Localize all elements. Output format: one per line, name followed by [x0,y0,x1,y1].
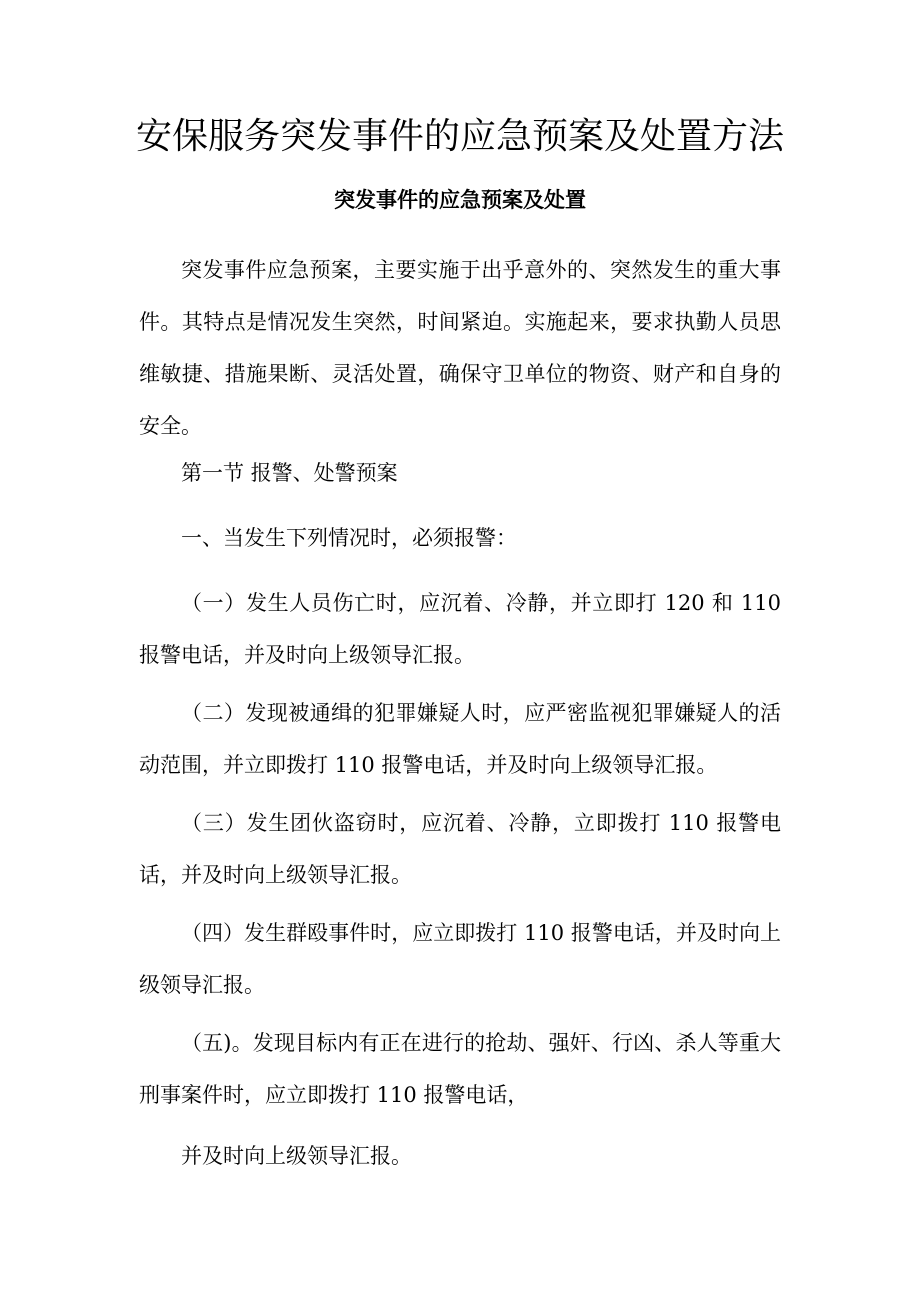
section-heading: 第一节 报警、处警预案 [181,461,398,485]
item-heading: 一、当发生下列情况时，必须报警： [181,526,517,550]
list-item: （五)。发现目标内有正在进行的抢劫、强奸、行凶、杀人等重大刑事案件时，应立即拨打 110 报警电话， [139,1031,781,1107]
list-item-continuation: 并及时向上级领导汇报。 [181,1144,412,1168]
list-item: （四）发生群殴事件时，应立即拨打 110 报警电话，并及时向上级领导汇报。 [139,921,781,997]
document-title: 安保服务突发事件的应急预案及处置方法 [135,116,784,157]
list-item: （三）发生团伙盗窃时，应沉着、冷静，立即拨打 110 报警电话，并及时向上级领导汇报。 [139,811,781,887]
document-subtitle: 突发事件的应急预案及处置 [334,187,586,212]
intro-paragraph: 突发事件应急预案，主要实施于出乎意外的、突然发生的重大事件。其特点是情况发生突然，时间紧迫。实施起来，要求执勤人员思维敏捷、措施果断、灵活处置，确保守卫单位的物资、财产和自身的安全。 [139,258,781,438]
list-item: （二）发现被通缉的犯罪嫌疑人时，应严密监视犯罪嫌疑人的活动范围，并立即拨打 110 报警电话，并及时向上级领导汇报。 [139,701,781,777]
list-item: （一）发生人员伤亡时，应沉着、冷静，并立即打 120 和 110 报警电话，并及时向上级领导汇报。 [139,591,781,667]
